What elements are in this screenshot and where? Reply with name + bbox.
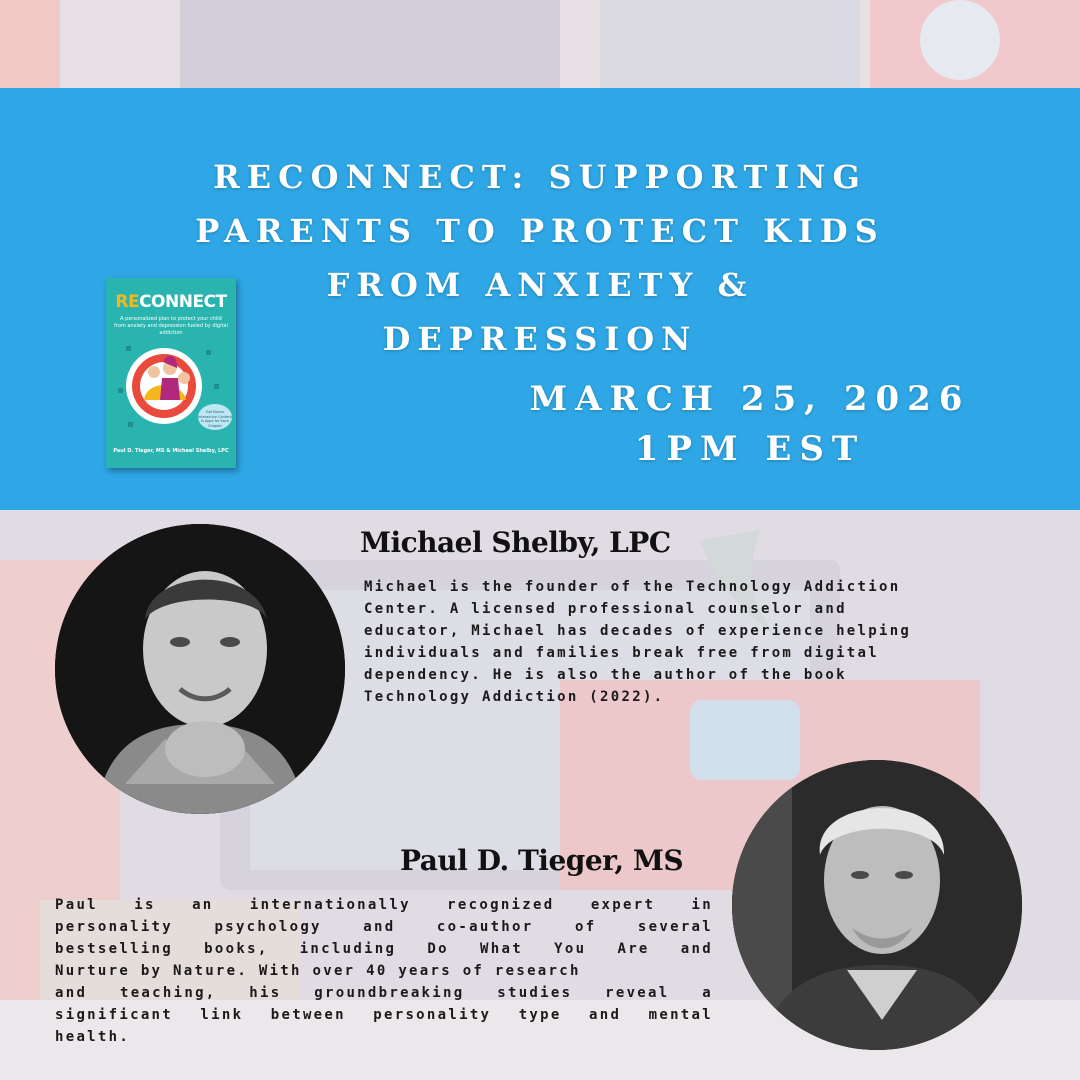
book-bonus-badge: Get Bonus Interactive Content & Apps for Each Chapter — [198, 404, 232, 430]
event-title-line: DEPRESSION — [382, 320, 698, 358]
bio-line: dependency. He is also the author of the book — [364, 667, 847, 683]
bio-line: significant link between personality type and mental — [55, 1007, 713, 1023]
speaker-bio-paul — [55, 894, 713, 1048]
bio-line: bestselling books, including Do What You Are and — [55, 941, 713, 957]
bio-line: Technology Addiction (2022). — [364, 689, 665, 705]
speaker-photo-michael — [55, 524, 345, 814]
bio-line: health. — [55, 1029, 131, 1045]
book-title-rest: CONNECT — [139, 292, 227, 312]
event-datetime — [500, 374, 1000, 474]
event-title-line: RECONNECT: SUPPORTING — [213, 158, 867, 196]
book-cover — [106, 278, 236, 468]
bio-line: and teaching, his groundbreaking studies reveal a — [55, 985, 713, 1001]
bio-line: individuals and families break free from digital — [364, 645, 879, 661]
speaker-name-michael: Michael Shelby, LPC — [360, 526, 671, 559]
event-time: 1PM EST — [634, 429, 866, 469]
bio-line: Nurture by Nature. With over 40 years of research — [55, 963, 581, 979]
speaker-portrait-icon — [732, 760, 1022, 1050]
book-title — [106, 292, 236, 312]
event-title-line: FROM ANXIETY & — [326, 266, 754, 304]
bio-line: Paul is an internationally recognized expert in — [55, 897, 713, 913]
bio-line: educator, Michael has decades of experience helping — [364, 623, 912, 639]
speaker-bio-michael — [364, 576, 1004, 708]
event-title-line: PARENTS TO PROTECT KIDS — [195, 212, 885, 250]
speaker-name-paul: Paul D. Tieger, MS — [400, 844, 684, 877]
book-subtitle: A personalized plan to protect your child from anxiety and depression fueled by digital addiction — [114, 316, 228, 336]
speaker-photo-paul — [732, 760, 1022, 1050]
bio-line: personality psychology and co-author of several — [55, 919, 713, 935]
event-date: MARCH 25, 2026 — [529, 379, 971, 419]
book-title-prefix: RE — [115, 292, 140, 312]
book-authors: Paul D. Tieger, MS & Michael Shelby, LPC — [113, 448, 229, 454]
speaker-portrait-icon — [55, 524, 345, 814]
bio-line: Michael is the founder of the Technology Addiction — [364, 579, 901, 595]
bio-line: Center. A licensed professional counselor and — [364, 601, 847, 617]
